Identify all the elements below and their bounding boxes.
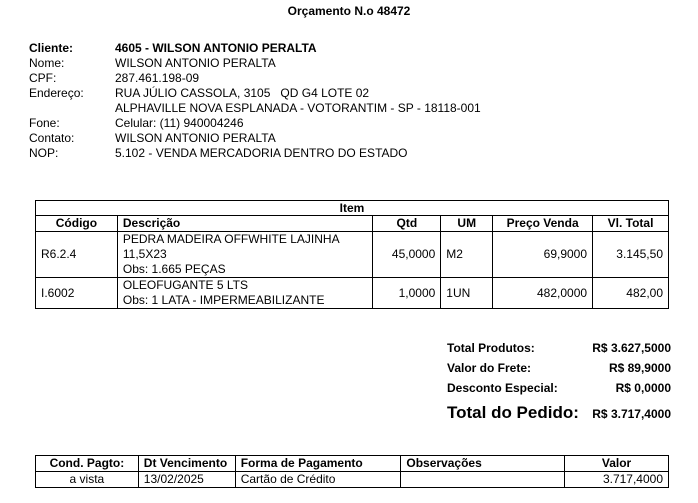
endereco-row [29,86,481,101]
nome-row [29,56,481,71]
items-table-header-row [36,216,669,232]
item-desc-line: OLEOFUGANTE 5 LTS [122,278,249,292]
header-qtd: Qtd [373,216,441,232]
cliente-label: Cliente: [29,41,74,55]
fone-row [29,116,481,131]
item-desc-line: PEDRA MADEIRA OFFWHITE LAJINHA [122,232,340,246]
pay-cond: a vista [36,472,139,488]
totals-block [447,341,671,429]
item-obs: Obs: 1 LATA - IMPERMEABILIZANTE [122,293,325,307]
header-total: Vl. Total [593,216,669,232]
items-table-title: Item [36,201,669,216]
contato-value: WILSON ANTONIO PERALTA [115,131,276,145]
payment-table [35,455,669,488]
header-forma-pagamento: Forma de Pagamento [235,456,401,472]
item-um: M2 [441,232,493,278]
item-preco: 69,9000 [493,232,593,278]
desconto-label: Desconto Especial: [447,381,558,395]
contato-label: Contato: [29,131,75,145]
item-qtd: 1,0000 [373,278,441,309]
pay-vencimento: 13/02/2025 [138,472,235,488]
item-preco: 482,0000 [493,278,593,309]
nop-row [29,146,481,161]
endereco-row-2 [29,101,481,116]
item-total: 3.145,50 [593,232,669,278]
items-table [35,200,669,309]
item-descricao [117,232,372,278]
header-descricao: Descrição [117,216,372,232]
nome-label: Nome: [29,56,65,70]
cpf-row [29,71,481,86]
payment-header-row [36,456,669,472]
item-qtd: 45,0000 [373,232,441,278]
valor-frete-value: R$ 89,9000 [608,361,671,375]
total-pedido-label: Total do Pedido: [447,403,579,422]
endereco-line1: RUA JÚLIO CASSOLA, 3105 QD G4 LOTE 02 [115,86,370,100]
contato-row [29,131,481,146]
fone-label: Fone: [29,116,60,130]
endereco-label: Endereço: [29,86,84,100]
nop-label: NOP: [29,146,59,160]
pay-forma: Cartão de Crédito [235,472,401,488]
item-total: 482,00 [593,278,669,309]
item-obs: Obs: 1.665 PEÇAS [122,262,226,276]
client-info [29,41,481,161]
desconto-row [447,381,671,401]
total-produtos-row [447,341,671,361]
header-codigo: Código [36,216,118,232]
cpf-value: 287.461.198-09 [115,71,200,85]
header-valor: Valor [565,456,669,472]
item-codigo: I.6002 [36,278,118,309]
fone-value: Celular: (11) 940004246 [115,116,244,130]
total-produtos-value: R$ 3.627,5000 [592,341,671,355]
header-um: UM [441,216,493,232]
total-pedido-row [447,403,671,429]
item-um: 1UN [441,278,493,309]
document-title: Orçamento N.o 48472 [287,4,411,18]
total-pedido-value: R$ 3.717,4000 [592,407,671,421]
total-produtos-label: Total Produtos: [447,341,535,355]
item-codigo: R6.2.4 [36,232,118,278]
desconto-value: R$ 0,0000 [615,381,671,395]
header-cond-pagto: Cond. Pagto: [36,456,139,472]
cpf-label: CPF: [29,71,57,85]
pay-valor: 3.717,4000 [565,472,669,488]
header-observacoes: Observações [401,456,565,472]
table-row [36,278,669,309]
item-descricao [117,278,372,309]
table-row [36,232,669,278]
header-preco: Preço Venda [493,216,593,232]
table-row [36,472,669,488]
endereco-line2: ALPHAVILLE NOVA ESPLANADA - VOTORANTIM - SP - 18118-001 [115,101,481,115]
items-table-title-row [36,201,669,216]
item-desc-line: 11,5X23 [122,247,167,261]
cliente-row [29,41,481,56]
valor-frete-label: Valor do Frete: [447,361,532,375]
nop-value: 5.102 - VENDA MERCADORIA DENTRO DO ESTADO [115,146,408,160]
nome-value: WILSON ANTONIO PERALTA [115,56,276,70]
cliente-value: 4605 - WILSON ANTONIO PERALTA [115,41,317,55]
valor-frete-row [447,361,671,381]
pay-obs [401,472,565,488]
header-dt-vencimento: Dt Vencimento [138,456,235,472]
